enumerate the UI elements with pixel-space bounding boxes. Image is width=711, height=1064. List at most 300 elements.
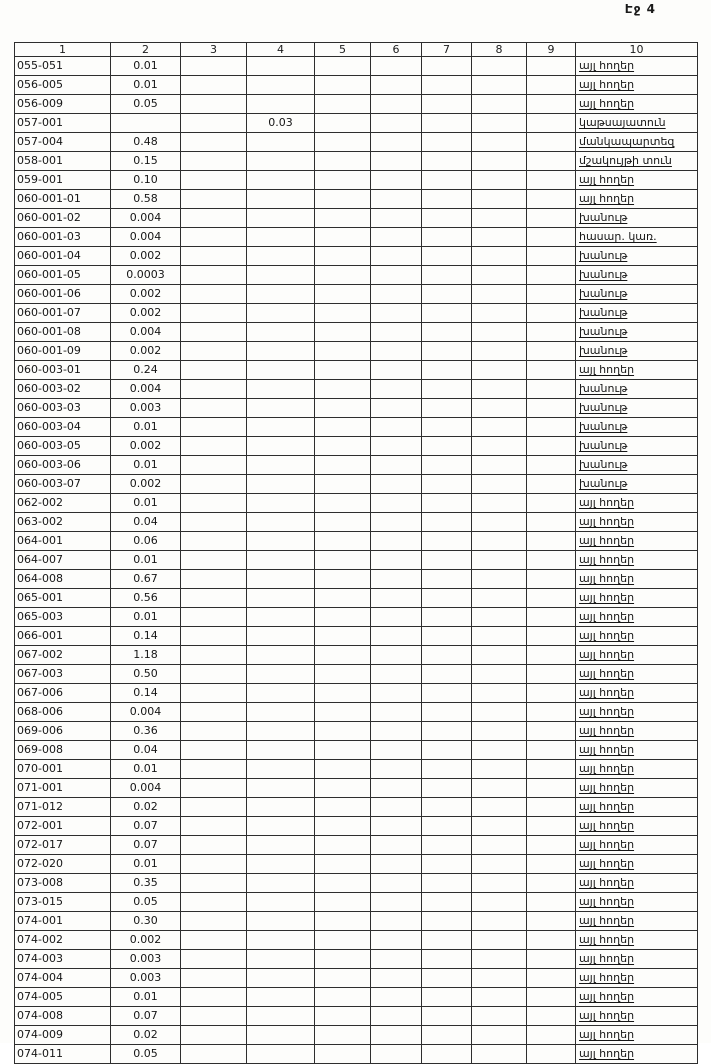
table-cell — [472, 912, 527, 931]
table-cell: այլ հողեր — [576, 627, 698, 646]
table-cell — [181, 494, 247, 513]
table-cell: 073-015 — [15, 893, 111, 912]
table-cell — [247, 912, 315, 931]
table-cell: այլ հողեր — [576, 760, 698, 779]
table-cell: 060-003-01 — [15, 361, 111, 380]
table-cell — [371, 114, 422, 133]
table-cell: այլ հողեր — [576, 532, 698, 551]
table-row — [15, 494, 698, 513]
table-cell: 062-002 — [15, 494, 111, 513]
table-cell: 0.48 — [111, 133, 181, 152]
table-cell: խանութ — [576, 342, 698, 361]
table-cell — [247, 456, 315, 475]
table-cell — [472, 152, 527, 171]
table-cell: 060-003-07 — [15, 475, 111, 494]
table-cell — [472, 627, 527, 646]
table-cell — [527, 532, 576, 551]
table-cell: այլ հողեր — [576, 76, 698, 95]
table-cell — [422, 57, 472, 76]
table-cell — [422, 304, 472, 323]
table-cell — [181, 399, 247, 418]
table-cell — [422, 532, 472, 551]
table-cell: այլ հողեր — [576, 836, 698, 855]
table-cell: 0.002 — [111, 285, 181, 304]
table-cell — [422, 722, 472, 741]
table-cell — [371, 380, 422, 399]
table-cell — [422, 950, 472, 969]
table-cell — [371, 152, 422, 171]
table-cell — [422, 703, 472, 722]
table-row — [15, 285, 698, 304]
table-cell: այլ հողեր — [576, 589, 698, 608]
table-cell — [527, 304, 576, 323]
table-cell — [181, 304, 247, 323]
table-cell: 060-001-03 — [15, 228, 111, 247]
table-cell: խանութ — [576, 399, 698, 418]
table-cell — [247, 228, 315, 247]
table-cell — [527, 152, 576, 171]
table-cell: այլ հողեր — [576, 1026, 698, 1045]
table-cell — [371, 228, 422, 247]
table-cell — [371, 836, 422, 855]
table-cell: 060-001-06 — [15, 285, 111, 304]
table-cell: 0.002 — [111, 304, 181, 323]
table-cell: 0.07 — [111, 1007, 181, 1026]
table-row — [15, 171, 698, 190]
table-cell: այլ հողեր — [576, 703, 698, 722]
table-cell — [315, 133, 371, 152]
table-cell — [527, 361, 576, 380]
table-row — [15, 1026, 698, 1045]
table-cell: 0.04 — [111, 513, 181, 532]
table-cell — [527, 456, 576, 475]
table-cell — [472, 703, 527, 722]
table-cell — [247, 874, 315, 893]
table-cell: 067-003 — [15, 665, 111, 684]
table-cell: մշակույթի տուն — [576, 152, 698, 171]
table-cell — [371, 627, 422, 646]
table-cell — [181, 703, 247, 722]
table-cell — [247, 1045, 315, 1064]
table-cell — [371, 190, 422, 209]
table-cell: 0.01 — [111, 76, 181, 95]
table-cell — [472, 646, 527, 665]
table-cell — [181, 323, 247, 342]
table-cell — [247, 817, 315, 836]
table-cell — [472, 760, 527, 779]
table-cell — [371, 798, 422, 817]
table-cell — [315, 969, 371, 988]
table-cell — [472, 893, 527, 912]
table-cell — [181, 418, 247, 437]
table-cell — [315, 798, 371, 817]
table-cell — [527, 931, 576, 950]
table-cell: այլ հողեր — [576, 190, 698, 209]
table-cell — [181, 570, 247, 589]
table-cell — [472, 836, 527, 855]
table-cell — [422, 209, 472, 228]
table-cell — [315, 266, 371, 285]
table-cell — [422, 684, 472, 703]
table-cell — [315, 779, 371, 798]
table-cell — [371, 76, 422, 95]
table-cell: 068-006 — [15, 703, 111, 722]
table-cell — [422, 589, 472, 608]
table-cell — [247, 247, 315, 266]
table-cell — [422, 931, 472, 950]
table-cell — [247, 836, 315, 855]
table-cell — [315, 57, 371, 76]
table-cell — [371, 760, 422, 779]
table-cell — [247, 1026, 315, 1045]
table-cell: 074-011 — [15, 1045, 111, 1064]
table-cell — [315, 399, 371, 418]
table-cell — [181, 513, 247, 532]
table-cell: 064-008 — [15, 570, 111, 589]
table-cell — [315, 950, 371, 969]
table-cell: 0.01 — [111, 456, 181, 475]
table-cell — [371, 1007, 422, 1026]
table-cell: 0.04 — [111, 741, 181, 760]
table-cell — [527, 912, 576, 931]
table-cell — [472, 475, 527, 494]
table-cell — [527, 437, 576, 456]
table-cell — [472, 190, 527, 209]
table-cell — [247, 969, 315, 988]
table-cell — [315, 551, 371, 570]
table-cell — [527, 513, 576, 532]
table-cell — [472, 969, 527, 988]
table-cell — [247, 931, 315, 950]
table-row — [15, 741, 698, 760]
table-cell: 0.004 — [111, 209, 181, 228]
table-row — [15, 133, 698, 152]
table-cell — [371, 57, 422, 76]
table-cell — [371, 1045, 422, 1064]
table-cell — [371, 551, 422, 570]
table-cell: այլ հողեր — [576, 950, 698, 969]
table-cell — [371, 171, 422, 190]
table-cell — [527, 570, 576, 589]
table-cell: 1.18 — [111, 646, 181, 665]
table-row — [15, 342, 698, 361]
table-cell — [247, 380, 315, 399]
table-cell: խանութ — [576, 456, 698, 475]
table-cell: 067-006 — [15, 684, 111, 703]
table-cell — [181, 779, 247, 798]
table-cell — [472, 323, 527, 342]
table-cell — [472, 285, 527, 304]
table-cell — [527, 589, 576, 608]
table-cell: 060-001-07 — [15, 304, 111, 323]
table-cell — [371, 969, 422, 988]
table-cell — [422, 627, 472, 646]
table-cell — [527, 703, 576, 722]
table-row — [15, 95, 698, 114]
table-cell: այլ հողեր — [576, 798, 698, 817]
table-cell — [472, 95, 527, 114]
table-cell — [315, 703, 371, 722]
table-cell — [422, 418, 472, 437]
column-header: 6 — [371, 43, 422, 57]
table-cell: այլ հողեր — [576, 570, 698, 589]
table-cell — [472, 171, 527, 190]
table-cell — [527, 646, 576, 665]
table-cell — [472, 817, 527, 836]
table-cell — [181, 589, 247, 608]
table-row — [15, 703, 698, 722]
table-cell: 0.50 — [111, 665, 181, 684]
table-cell — [247, 266, 315, 285]
table-cell — [315, 760, 371, 779]
table-cell — [181, 665, 247, 684]
table-cell: հասար. կառ. — [576, 228, 698, 247]
column-header: 4 — [247, 43, 315, 57]
table-cell — [422, 608, 472, 627]
table-row — [15, 361, 698, 380]
table-cell: 058-001 — [15, 152, 111, 171]
table-cell — [527, 779, 576, 798]
table-cell — [247, 76, 315, 95]
table-cell — [527, 247, 576, 266]
table-cell — [472, 684, 527, 703]
table-cell — [422, 665, 472, 684]
table-cell — [422, 456, 472, 475]
table-cell — [315, 171, 371, 190]
table-cell — [315, 342, 371, 361]
table-cell — [472, 570, 527, 589]
table-cell: 065-001 — [15, 589, 111, 608]
table-row — [15, 323, 698, 342]
table-cell — [181, 684, 247, 703]
table-cell: 0.002 — [111, 931, 181, 950]
table-cell — [247, 608, 315, 627]
table-cell: 0.35 — [111, 874, 181, 893]
table-cell: այլ հողեր — [576, 361, 698, 380]
table-cell — [527, 817, 576, 836]
table-cell — [371, 361, 422, 380]
table-cell: 0.10 — [111, 171, 181, 190]
table-row — [15, 627, 698, 646]
table-cell: խանութ — [576, 323, 698, 342]
table-cell — [247, 190, 315, 209]
table-cell — [527, 171, 576, 190]
table-cell — [527, 228, 576, 247]
table-cell: 0.004 — [111, 779, 181, 798]
table-cell — [181, 247, 247, 266]
table-cell — [422, 399, 472, 418]
table-cell — [422, 874, 472, 893]
table-cell — [527, 1026, 576, 1045]
table-cell — [247, 798, 315, 817]
table-row — [15, 551, 698, 570]
table-cell: 0.003 — [111, 950, 181, 969]
table-cell — [371, 684, 422, 703]
table-cell — [527, 665, 576, 684]
table-cell — [181, 57, 247, 76]
table-cell: այլ հողեր — [576, 1007, 698, 1026]
table-cell: խանութ — [576, 418, 698, 437]
table-row — [15, 855, 698, 874]
table-cell: այլ հողեր — [576, 494, 698, 513]
table-cell — [472, 133, 527, 152]
table-cell: 074-008 — [15, 1007, 111, 1026]
table-cell — [527, 608, 576, 627]
table-cell — [527, 893, 576, 912]
table-cell: 060-001-01 — [15, 190, 111, 209]
table-cell: 0.01 — [111, 551, 181, 570]
table-row — [15, 969, 698, 988]
table-cell — [527, 988, 576, 1007]
table-row — [15, 114, 698, 133]
table-cell: այլ հողեր — [576, 646, 698, 665]
table-cell — [247, 722, 315, 741]
table-cell: 0.15 — [111, 152, 181, 171]
table-cell — [247, 665, 315, 684]
table-cell: 064-007 — [15, 551, 111, 570]
table-cell: 073-008 — [15, 874, 111, 893]
table-row — [15, 722, 698, 741]
table-cell — [247, 855, 315, 874]
table-cell — [527, 494, 576, 513]
table-row — [15, 798, 698, 817]
table-cell — [371, 646, 422, 665]
table-cell: խանութ — [576, 475, 698, 494]
table-cell — [527, 190, 576, 209]
table-cell — [247, 361, 315, 380]
table-row — [15, 874, 698, 893]
table-row — [15, 418, 698, 437]
table-cell — [472, 399, 527, 418]
table-cell: 074-001 — [15, 912, 111, 931]
table-cell — [315, 665, 371, 684]
table-cell: խանութ — [576, 266, 698, 285]
table-cell — [181, 228, 247, 247]
table-cell: 0.14 — [111, 627, 181, 646]
column-header: 9 — [527, 43, 576, 57]
table-cell: խանութ — [576, 304, 698, 323]
table-cell — [472, 722, 527, 741]
table-cell: 0.36 — [111, 722, 181, 741]
table-cell — [527, 627, 576, 646]
table-cell — [247, 475, 315, 494]
table-cell — [472, 931, 527, 950]
table-row — [15, 646, 698, 665]
table-row — [15, 437, 698, 456]
table-cell: 0.05 — [111, 1045, 181, 1064]
table-cell — [181, 380, 247, 399]
table-cell: 0.01 — [111, 418, 181, 437]
column-header: 10 — [576, 43, 698, 57]
table-cell — [247, 950, 315, 969]
table-cell — [422, 760, 472, 779]
table-cell: 060-003-02 — [15, 380, 111, 399]
table-cell — [315, 285, 371, 304]
table-cell — [371, 342, 422, 361]
table-cell — [181, 798, 247, 817]
table-row — [15, 532, 698, 551]
table-cell: 072-001 — [15, 817, 111, 836]
table-cell — [181, 836, 247, 855]
table-row — [15, 513, 698, 532]
table-cell — [527, 285, 576, 304]
table-cell: խանութ — [576, 209, 698, 228]
table-cell: 060-001-05 — [15, 266, 111, 285]
table-cell — [315, 855, 371, 874]
table-cell: այլ հողեր — [576, 722, 698, 741]
table-cell: 060-003-04 — [15, 418, 111, 437]
table-cell — [527, 741, 576, 760]
table-cell — [371, 608, 422, 627]
table-cell — [181, 646, 247, 665]
table-cell — [371, 209, 422, 228]
table-cell: խանութ — [576, 285, 698, 304]
table-cell: 0.07 — [111, 836, 181, 855]
table-cell — [371, 475, 422, 494]
table-header-row — [15, 43, 698, 57]
table-cell — [422, 76, 472, 95]
table-cell — [247, 285, 315, 304]
table-row — [15, 380, 698, 399]
table-cell — [315, 418, 371, 437]
table-cell — [315, 456, 371, 475]
table-cell — [527, 1045, 576, 1064]
table-cell — [422, 266, 472, 285]
table-cell — [472, 1007, 527, 1026]
table-row — [15, 456, 698, 475]
table-cell — [422, 741, 472, 760]
table-cell: այլ հողեր — [576, 817, 698, 836]
table-row — [15, 665, 698, 684]
table-cell — [315, 988, 371, 1007]
table-cell — [422, 893, 472, 912]
table-cell: 067-002 — [15, 646, 111, 665]
table-cell: 0.03 — [247, 114, 315, 133]
table-cell — [527, 380, 576, 399]
table-cell — [422, 247, 472, 266]
table-cell — [472, 874, 527, 893]
table-cell — [181, 209, 247, 228]
table-cell — [315, 228, 371, 247]
table-cell — [315, 513, 371, 532]
table-cell — [315, 608, 371, 627]
table-cell — [422, 798, 472, 817]
table-cell — [181, 475, 247, 494]
table-cell — [371, 988, 422, 1007]
table-cell — [181, 190, 247, 209]
table-cell — [371, 323, 422, 342]
table-cell: 0.01 — [111, 988, 181, 1007]
table-cell — [371, 95, 422, 114]
table-cell — [181, 741, 247, 760]
table-cell: այլ հողեր — [576, 513, 698, 532]
table-cell — [371, 779, 422, 798]
table-cell — [422, 969, 472, 988]
table-cell: 074-003 — [15, 950, 111, 969]
table-cell: այլ հողեր — [576, 893, 698, 912]
table-cell: 0.07 — [111, 817, 181, 836]
table-cell — [472, 418, 527, 437]
table-cell — [247, 551, 315, 570]
table-cell — [422, 551, 472, 570]
table-cell — [181, 893, 247, 912]
table-cell — [527, 855, 576, 874]
table-cell — [315, 722, 371, 741]
table-cell — [371, 437, 422, 456]
table-cell — [527, 209, 576, 228]
table-cell: 060-003-03 — [15, 399, 111, 418]
table-cell — [472, 665, 527, 684]
